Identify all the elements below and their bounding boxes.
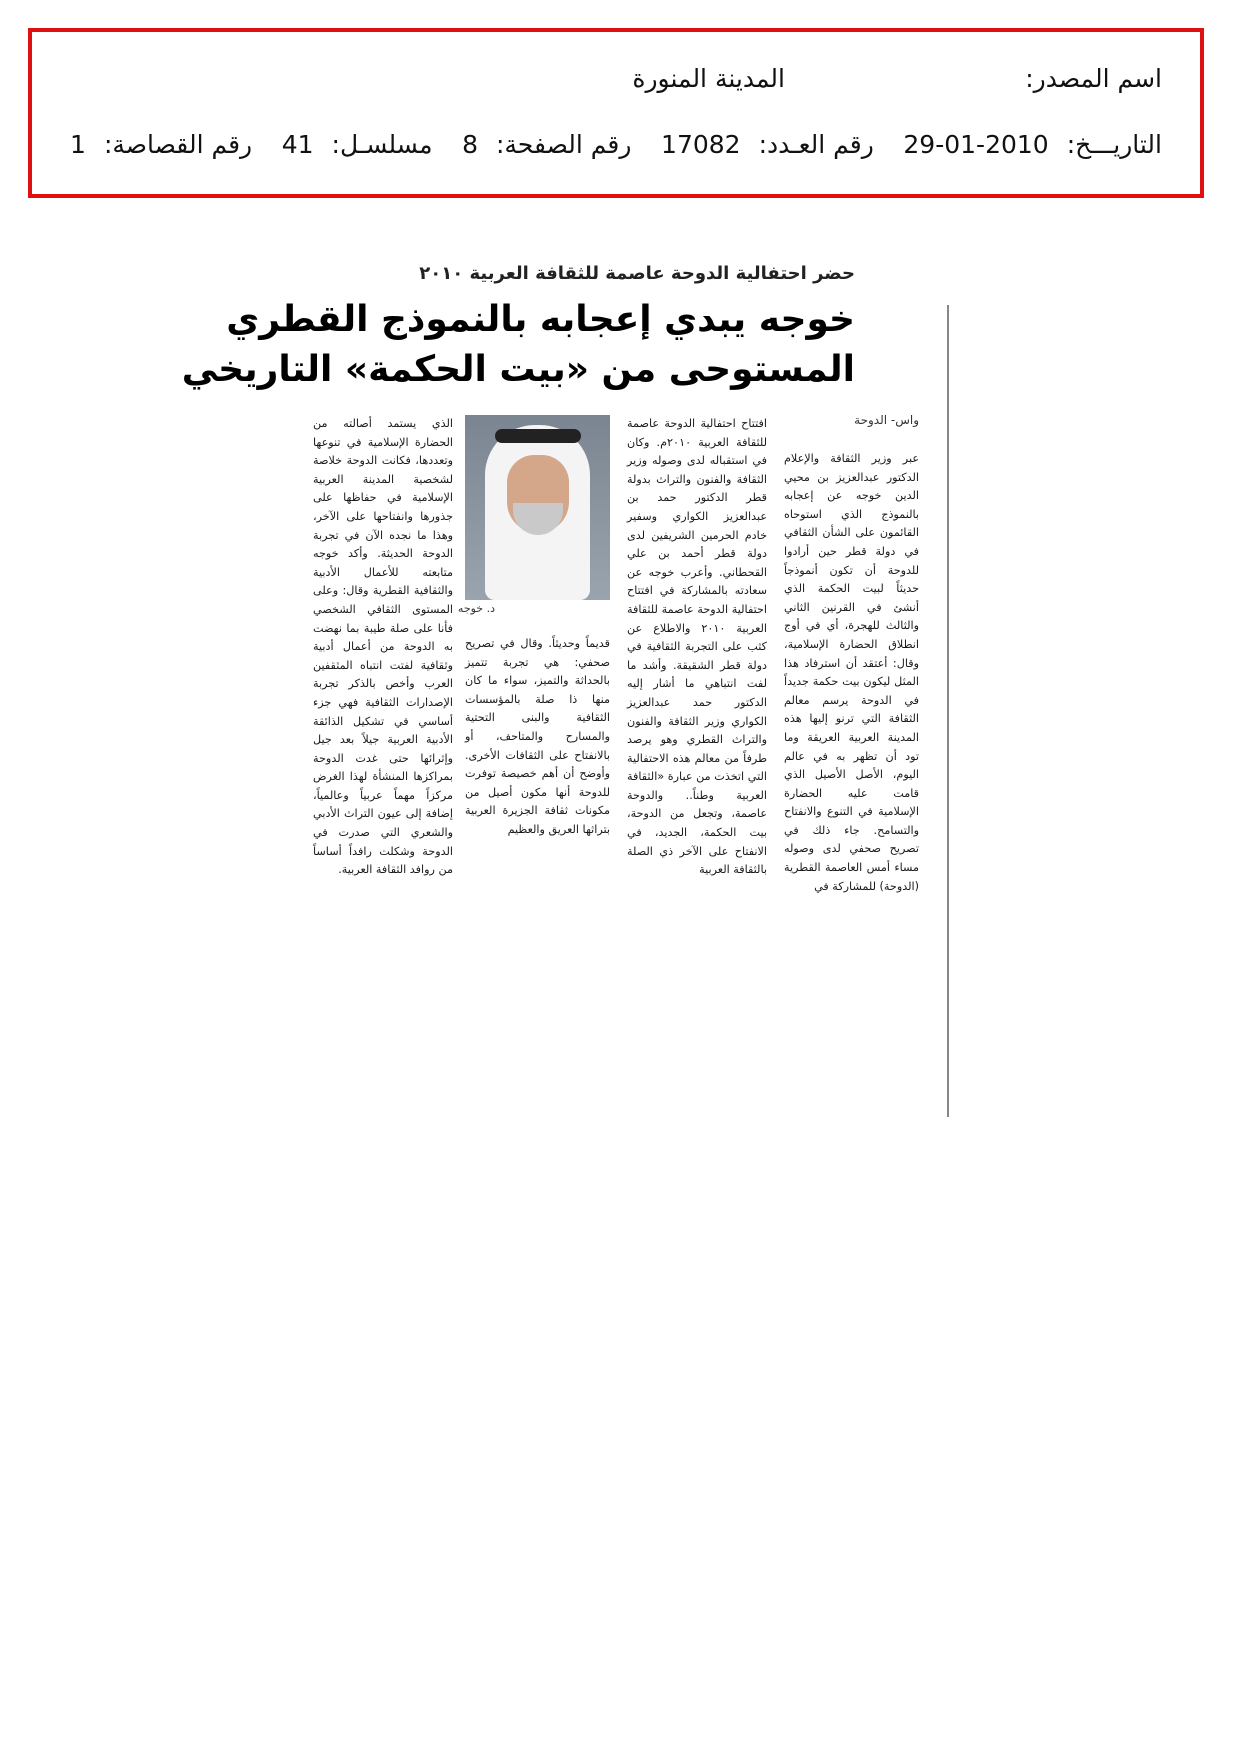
date-field [903, 130, 1162, 159]
issue-label: رقم العـدد: [758, 129, 874, 159]
agal-shape [495, 429, 581, 443]
serial-label: مسلسـل: [331, 129, 433, 159]
source-label: اسم المصدر: [1025, 64, 1162, 93]
date-value: 29-01-2010 [903, 129, 1049, 159]
article-column-4 [313, 415, 453, 880]
clip-value: 1 [70, 129, 86, 159]
article-kicker: حضر احتفالية الدوحة عاصمة للثقافة العربية ٢٠١٠ [419, 263, 855, 284]
column-4-text: الذي يستمد أصالته من الحضارة الإسلامية في تنوعها وتعددها، فكانت الدوحة خلاصة لشخصية المدينة العربية الإسلامية في حفاظها على جذورها وانفتاحها على الآخر، وهذا ما نجده الآن في تجربة الدوحة الحديثة. وأكد خوجه متابعته للأعمال الأدبية والثقافية القطرية وقال: وعلى المستوى الثقافي الشخصي فأنا على صلة طيبة بما نهضت به الدوحة من أعمال أدبية وثقافية لفتت انتباه المثقفين العرب وأخص بالذكر تجربة الإصدارات الثقافية فهي جزء أساسي في تشكيل الذائقة الأدبية العربية جيلاً بعد جيل وإثرائها حتى غدت الدوحة بمراكزها المنشأة لهذا الغرض مركزاً مهماً عربياً وعالمياً، إضافة إلى عيون التراث الأدبي والشعري التي صدرت في الدوحة وشكلت رافداً أساساً من روافد الثقافة العربية. [313, 417, 453, 877]
clip-label: رقم القصاصة: [103, 129, 253, 159]
article-column-2 [627, 415, 767, 880]
photo-caption: د. خوجه [457, 602, 495, 615]
headline-line-2: المستوحى من «بيت الحكمة» التاريخي [181, 349, 855, 390]
article-column-3 [465, 635, 610, 840]
column-3-text: قديماً وحديثاً. وقال في تصريح صحفي: هي تجربة تتميز بالحداثة والتميز، سواء ما كان منها ذا صلة بالمؤسسات الثقافية والبنى التحتية والمسارح والمتاحف، أو بالانفتاح على الثقافات الأخرى. وأوضح أن أهم خصيصة توفرت للدوحة أنها مكون أصيل من مكونات ثقافة الجزيرة العربية بتراثها العريق والعظيم [465, 637, 610, 836]
page-label: رقم الصفحة: [495, 129, 632, 159]
headline-line-1: خوجه يبدي إعجابه بالنموذج القطري [226, 299, 855, 340]
source-value: المدينة المنورة [632, 64, 785, 93]
issue-value: 17082 [661, 129, 741, 159]
serial-field [282, 130, 433, 159]
clip-field [70, 130, 252, 159]
column-1-text: عبر وزير الثقافة والإعلام الدكتور عبدالعزيز بن محيي الدين خوجه عن إعجابه بالنموذج الذي استوحاه القائمون على الشأن الثقافي في دولة قطر حين أرادوا للدوحة أن تكون أنموذجاً حديثاً لبيت الحكمة الذي أنشئ في القرنين الثاني والثالث للهجرة، أي في أوج انطلاق الحضارة الإسلامية، وقال: أعتقد أن استرفاد هذا المثل ليكون بيت حكمة جديداً في الدوحة يرسم معالم الثقافة التي ترنو إليها هذه المدينة العربية العريقة وما تود أن تظهر به في عالم اليوم، الأصل الأصيل الذي قامت عليه الحضارة الإسلامية في التنوع والانفتاح والتسامح. جاء ذلك في تصريح صحفي لدى وصوله مساء أمس العاصمة القطرية (الدوحة) للمشاركة في [784, 452, 919, 893]
clipping-metadata-box [28, 28, 1204, 198]
column-rule [947, 305, 949, 1117]
metadata-row [70, 124, 1162, 164]
issue-field [661, 130, 874, 159]
article-byline: واس- الدوحة [854, 413, 919, 427]
article-headline [182, 295, 855, 395]
portrait-photo [465, 415, 610, 600]
column-2-text: افتتاح احتفالية الدوحة عاصمة للثقافة العربية ٢٠١٠م. وكان في استقباله لدى وصوله وزير الثقافة والفنون والتراث بدولة قطر الدكتور حمد بن عبدالعزيز الكواري وسفير خادم الحرمين الشريفين لدى دولة قطر أحمد بن علي القحطاني. وأعرب خوجه عن سعادته بالمشاركة في افتتاح احتفالية الدوحة عاصمة للثقافة العربية ٢٠١٠ والاطلاع عن كثب على التجربة الثقافية في دولة قطر الشقيقة. وأشد ما لفت انتباهي ما أشار إليه الدكتور حمد عبدالعزيز الكواري وزير الثقافة والفنون والتراث القطري وهو يرصد طرفاً من معالم هذه الاحتفالية التي اتخذت من عبارة «الثقافة العربية وطناً.. والدوحة عاصمة، وتجعل من الدوحة، بيت الحكمة، الجديد، في الانفتاح على الآخر ذي الصلة بالثقافة العربية [627, 417, 767, 877]
serial-value: 41 [281, 129, 314, 159]
page-value: 8 [462, 129, 478, 159]
date-label: التاريـــخ: [1066, 129, 1162, 159]
article-column-1 [784, 450, 919, 896]
page-field [462, 130, 631, 159]
